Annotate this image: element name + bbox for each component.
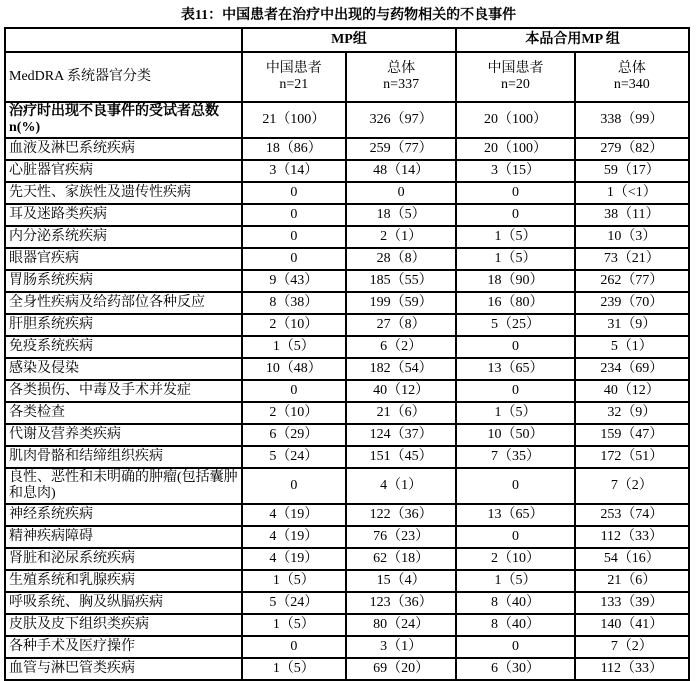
- value-cell: 124（37）: [346, 424, 456, 446]
- table-row: [5, 446, 689, 468]
- row-label: 肝胆系统疾病: [5, 314, 242, 336]
- value-cell: 1（5）: [456, 226, 574, 248]
- value-cell: 5（24）: [242, 592, 346, 614]
- row-label: 呼吸系统、胸及纵膈疾病: [5, 592, 242, 614]
- value-cell: 185（55）: [346, 270, 456, 292]
- value-cell: 8（40）: [456, 592, 574, 614]
- value-cell: 7（2）: [575, 468, 689, 504]
- table-row: [5, 248, 689, 270]
- value-cell: 7（2）: [575, 636, 689, 658]
- value-cell: 8（38）: [242, 292, 346, 314]
- row-label: 精神疾病障碍: [5, 526, 242, 548]
- value-cell: 10（3）: [575, 226, 689, 248]
- value-cell: 0: [456, 526, 574, 548]
- value-cell: 48（14）: [346, 160, 456, 182]
- value-cell: 1（5）: [242, 570, 346, 592]
- sub-header-n: n=21: [279, 77, 309, 92]
- table-row: [5, 380, 689, 402]
- value-cell: 10（48）: [242, 358, 346, 380]
- row-label: 血管与淋巴管类疾病: [5, 658, 242, 680]
- value-cell: 0: [456, 336, 574, 358]
- sub-header-mp-overall: [346, 52, 456, 102]
- value-cell: 0: [456, 182, 574, 204]
- value-cell: 123（36）: [346, 592, 456, 614]
- row-label: 先天性、家族性及遗传性疾病: [5, 182, 242, 204]
- group-header-combo-mp: 本品合用MP 组: [456, 28, 689, 52]
- corner-empty-cell: [5, 28, 242, 52]
- table-row: [5, 182, 689, 204]
- row-label: 良性、恶性和未明确的肿瘤(包括囊肿和息肉): [5, 468, 242, 504]
- value-cell: 40（12）: [346, 380, 456, 402]
- table-row: [5, 160, 689, 182]
- value-cell: 234（69）: [575, 358, 689, 380]
- value-cell: 80（24）: [346, 614, 456, 636]
- value-cell: 8（40）: [456, 614, 574, 636]
- sub-header-n: n=340: [613, 77, 650, 92]
- table-row: [5, 548, 689, 570]
- value-cell: 0: [456, 204, 574, 226]
- value-cell: 338（99）: [575, 102, 689, 138]
- sub-header-row: [5, 52, 689, 102]
- sub-header-combo-china: [456, 52, 574, 102]
- row-label: 心脏器官疾病: [5, 160, 242, 182]
- row-label: 内分泌系统疾病: [5, 226, 242, 248]
- value-cell: 122（36）: [346, 504, 456, 526]
- table-row: [5, 336, 689, 358]
- value-cell: 1（5）: [456, 402, 574, 424]
- table-title: 表11：中国患者在治疗中出现的与药物相关的不良事件: [180, 8, 517, 23]
- table-body: [5, 102, 689, 680]
- table-row: [5, 226, 689, 248]
- value-cell: 262（77）: [575, 270, 689, 292]
- row-label: 免疫系统疾病: [5, 336, 242, 358]
- corner-header-cell: MedDRA 系统器官分类: [5, 52, 242, 102]
- value-cell: 3（14）: [242, 160, 346, 182]
- value-cell: 10（50）: [456, 424, 574, 446]
- table-row: [5, 102, 689, 138]
- table-row: [5, 570, 689, 592]
- table-row: [5, 468, 689, 504]
- table-row: [5, 358, 689, 380]
- row-label: 眼器官疾病: [5, 248, 242, 270]
- sub-header-label: 总体: [387, 60, 416, 76]
- value-cell: 6（2）: [346, 336, 456, 358]
- value-cell: 2（1）: [346, 226, 456, 248]
- value-cell: 4（19）: [242, 526, 346, 548]
- table-row: [5, 424, 689, 446]
- value-cell: 15（4）: [346, 570, 456, 592]
- value-cell: 133（39）: [575, 592, 689, 614]
- table-row: [5, 658, 689, 680]
- value-cell: 199（59）: [346, 292, 456, 314]
- value-cell: 21（6）: [575, 570, 689, 592]
- group-header-mp: MP组: [242, 28, 457, 52]
- value-cell: 0: [242, 380, 346, 402]
- value-cell: 32（9）: [575, 402, 689, 424]
- value-cell: 0: [242, 636, 346, 658]
- table-row: [5, 292, 689, 314]
- value-cell: 4（19）: [242, 504, 346, 526]
- value-cell: 140（41）: [575, 614, 689, 636]
- value-cell: 1（5）: [456, 248, 574, 270]
- value-cell: 4（1）: [346, 468, 456, 504]
- value-cell: 76（23）: [346, 526, 456, 548]
- value-cell: 3（1）: [346, 636, 456, 658]
- value-cell: 18（90）: [456, 270, 574, 292]
- value-cell: 18（5）: [346, 204, 456, 226]
- value-cell: 6（29）: [242, 424, 346, 446]
- value-cell: 1（<1）: [575, 182, 689, 204]
- row-label: 生殖系统和乳腺疾病: [5, 570, 242, 592]
- sub-header-label: 总体: [617, 60, 646, 76]
- row-label: 代谢及营养类疾病: [5, 424, 242, 446]
- value-cell: 2（10）: [242, 402, 346, 424]
- value-cell: 1（5）: [242, 336, 346, 358]
- value-cell: 0: [242, 248, 346, 270]
- value-cell: 6（30）: [456, 658, 574, 680]
- value-cell: 38（11）: [575, 204, 689, 226]
- row-label: 感染及侵染: [5, 358, 242, 380]
- value-cell: 20（100）: [456, 102, 574, 138]
- value-cell: 5（24）: [242, 446, 346, 468]
- value-cell: 54（16）: [575, 548, 689, 570]
- value-cell: 259（77）: [346, 138, 456, 160]
- value-cell: 0: [242, 468, 346, 504]
- value-cell: 27（8）: [346, 314, 456, 336]
- value-cell: 1（5）: [242, 658, 346, 680]
- adverse-events-table: [4, 27, 690, 681]
- table-row: [5, 526, 689, 548]
- value-cell: 159（47）: [575, 424, 689, 446]
- table-row: [5, 636, 689, 658]
- table-row: [5, 138, 689, 160]
- value-cell: 31（9）: [575, 314, 689, 336]
- value-cell: 0: [456, 380, 574, 402]
- value-cell: 0: [242, 204, 346, 226]
- row-label: 肾脏和泌尿系统疾病: [5, 548, 242, 570]
- value-cell: 21（100）: [242, 102, 346, 138]
- value-cell: 16（80）: [456, 292, 574, 314]
- value-cell: 59（17）: [575, 160, 689, 182]
- value-cell: 172（51）: [575, 446, 689, 468]
- table-row: [5, 204, 689, 226]
- sub-header-n: n=337: [383, 77, 420, 92]
- value-cell: 2（10）: [242, 314, 346, 336]
- value-cell: 1（5）: [456, 570, 574, 592]
- value-cell: 62（18）: [346, 548, 456, 570]
- value-cell: 0: [346, 182, 456, 204]
- value-cell: 5（1）: [575, 336, 689, 358]
- value-cell: 69（20）: [346, 658, 456, 680]
- row-label: 神经系统疾病: [5, 504, 242, 526]
- value-cell: 112（33）: [575, 526, 689, 548]
- row-label: 胃肠系统疾病: [5, 270, 242, 292]
- value-cell: 326（97）: [346, 102, 456, 138]
- value-cell: 1（5）: [242, 614, 346, 636]
- sub-header-n: n=20: [501, 77, 530, 92]
- value-cell: 3（15）: [456, 160, 574, 182]
- value-cell: 239（70）: [575, 292, 689, 314]
- value-cell: 2（10）: [456, 548, 574, 570]
- row-label: 各类损伤、中毒及手术并发症: [5, 380, 242, 402]
- row-label: 全身性疾病及给药部位各种反应: [5, 292, 242, 314]
- table-row: [5, 504, 689, 526]
- table-row: [5, 614, 689, 636]
- row-label: 血液及淋巴系统疾病: [5, 138, 242, 160]
- value-cell: 18（86）: [242, 138, 346, 160]
- value-cell: 21（6）: [346, 402, 456, 424]
- sub-header-label: 中国患者: [487, 60, 544, 76]
- table-row: [5, 270, 689, 292]
- row-label: 肌肉骨骼和结缔组织疾病: [5, 446, 242, 468]
- value-cell: 279（82）: [575, 138, 689, 160]
- row-label: 各种手术及医疗操作: [5, 636, 242, 658]
- value-cell: 0: [242, 226, 346, 248]
- value-cell: 253（74）: [575, 504, 689, 526]
- row-label: 耳及迷路类疾病: [5, 204, 242, 226]
- value-cell: 20（100）: [456, 138, 574, 160]
- value-cell: 13（65）: [456, 504, 574, 526]
- value-cell: 182（54）: [346, 358, 456, 380]
- table-row: [5, 592, 689, 614]
- row-label: 各类检查: [5, 402, 242, 424]
- value-cell: 7（35）: [456, 446, 574, 468]
- value-cell: 0: [242, 182, 346, 204]
- value-cell: 151（45）: [346, 446, 456, 468]
- sub-header-mp-china: [242, 52, 346, 102]
- value-cell: 40（12）: [575, 380, 689, 402]
- group-header-row: [5, 28, 689, 52]
- value-cell: 0: [456, 468, 574, 504]
- value-cell: 28（8）: [346, 248, 456, 270]
- value-cell: 112（33）: [575, 658, 689, 680]
- sub-header-combo-overall: [575, 52, 689, 102]
- table-header: [5, 28, 689, 102]
- row-label: 治疗时出现不良事件的受试者总数n(%): [5, 102, 242, 138]
- sub-header-label: 中国患者: [265, 60, 322, 76]
- table-row: [5, 314, 689, 336]
- row-label: 皮肤及皮下组织类疾病: [5, 614, 242, 636]
- value-cell: 0: [456, 636, 574, 658]
- value-cell: 4（19）: [242, 548, 346, 570]
- value-cell: 73（21）: [575, 248, 689, 270]
- value-cell: 5（25）: [456, 314, 574, 336]
- table-row: [5, 402, 689, 424]
- value-cell: 9（43）: [242, 270, 346, 292]
- value-cell: 13（65）: [456, 358, 574, 380]
